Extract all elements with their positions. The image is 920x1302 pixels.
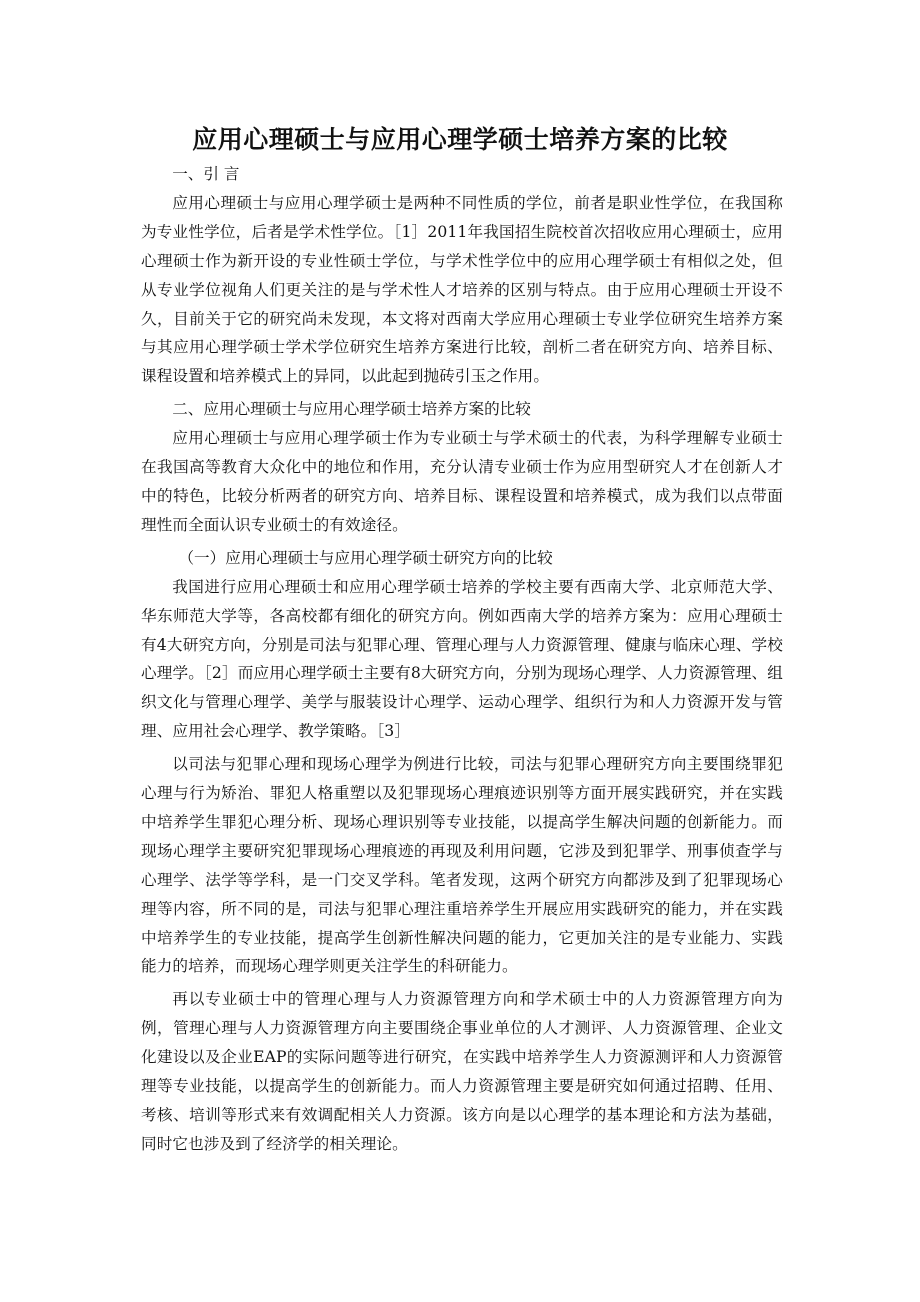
paragraph: 再以专业硕士中的管理心理与人力资源管理方向和学术硕士中的人力资源管理方向为例，管理心理与人力资源管理方向主要围绕企事业单位的人才测评、人力资源管理、企业文化建设以及企业EAP的实际问题等进行研究，在实践中培养学生人力资源测评和人力资源管理等专业技能，以提高学生的创新能力。而人力资源管理主要是研究如何通过招聘、任用、考核、培训等形式来有效调配相关人力资源。该方向是以心理学的基本理论和方法为基础，同时它也涉及到了经济学的相关理论。 bbox=[141, 990, 783, 1153]
document-body bbox=[141, 160, 783, 1159]
paragraph: 我国进行应用心理硕士和应用心理学硕士培养的学校主要有西南大学、北京师范大学、华东师范大学等，各高校都有细化的研究方向。例如西南大学的培养方案为：应用心理硕士有4大研究方向，分别是司法与犯罪心理、管理心理与人力资源管理、健康与临床心理、学校心理学。［2］而应用心理学硕士主要有8大研究方向，分别为现场心理学、人力资源管理、组织文化与管理心理学、美学与服装设计心理学、运动心理学、组织行为和人力资源开发与管理、应用社会心理学、教学策略。［3］ bbox=[141, 577, 783, 741]
section-heading-introduction: 一、引 言 bbox=[172, 165, 240, 183]
document-title: 应用心理硕士与应用心理学硕士培养方案的比较 bbox=[192, 125, 728, 154]
paragraph: 以司法与犯罪心理和现场心理学为例进行比较，司法与犯罪心理研究方向主要围绕罪犯心理与行为矫治、罪犯人格重塑以及犯罪现场心理痕迹识别等方面开展实践研究，并在实践中培养学生罪犯心理分析、现场心理识别等专业技能，以提高学生解决问题的创新能力。而现场心理学主要研究犯罪现场心理痕迹的再现及利用问题，它涉及到犯罪学、刑事侦查学与心理学、法学等学科，是一门交叉学科。笔者发现，这两个研究方向都涉及到了犯罪现场心理等内容，所不同的是，司法与犯罪心理注重培养学生开展应用实践研究的能力，并在实践中培养学生的专业技能，提高学生创新性解决问题的能力，它更加关注的是专业能力、实践能力的培养，而现场心理学则更关注学生的科研能力。 bbox=[141, 755, 783, 976]
paragraph: 应用心理硕士与应用心理学硕士是两种不同性质的学位，前者是职业性学位，在我国称为专业性学位，后者是学术性学位。［1］2011年我国招生院校首次招收应用心理硕士，应用心理硕士作为新开设的专业性硕士学位，与学术性学位中的应用心理学硕士有相似之处，但从专业学位视角人们更关注的是与学术性人才培养的区别与特点。由于应用心理硕士开设不久，目前关于它的研究尚未发现，本文将对西南大学应用心理硕士专业学位研究生培养方案与其应用心理学硕士学术学位研究生培养方案进行比较，剖析二者在研究方向、培养目标、课程设置和培养模式上的异同，以此起到抛砖引玉之作用。 bbox=[141, 193, 783, 386]
subsection-heading-research-directions: （一）应用心理硕士与应用心理学硕士研究方向的比较 bbox=[178, 548, 553, 567]
paragraph: 应用心理硕士与应用心理学硕士作为专业硕士与学术硕士的代表，为科学理解专业硕士在我国高等教育大众化中的地位和作用，充分认清专业硕士作为应用型研究人才在创新人才中的特色，比较分析两者的研究方向、培养目标、课程设置和培养模式，成为我们以点带面理性而全面认识专业硕士的有效途径。 bbox=[141, 429, 783, 534]
section-heading-comparison: 二、应用心理硕士与应用心理学硕士培养方案的比较 bbox=[172, 400, 531, 419]
